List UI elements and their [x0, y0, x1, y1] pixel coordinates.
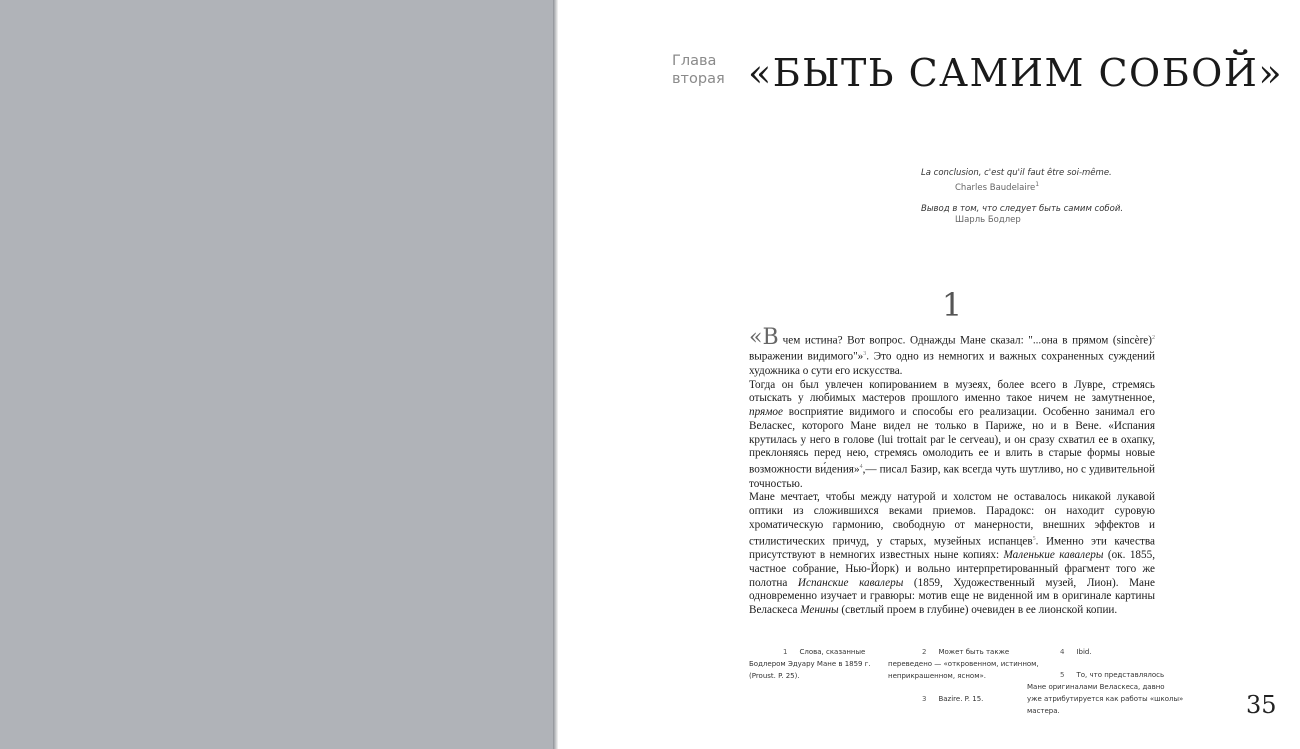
epigraph-french-author: Charles Baudelaire$^1$ — [955, 181, 1040, 193]
footnote-ref: 3 — [863, 351, 867, 358]
epigraph-french-quote: La conclusion, c'est qu'il faut être soi-même. — [921, 168, 1112, 178]
epigraph-russian — [921, 204, 1123, 226]
paragraph-1: «Вчем истина? Вот вопрос. Однажды Мане сказал: "...она в прямом (sincère)$^2$ выражении видимого"»$^3$. Это одно из немногих и важных сохраненных суждений художника о сути его искусства. — [749, 324, 1155, 377]
chapter-label-line2: вторая — [672, 71, 725, 87]
epigraph-russian-quote: Вывод в том, что следует быть самим собой. — [921, 204, 1124, 214]
drop-cap: «В — [749, 324, 779, 350]
chapter-title: «БЫТЬ САМИМ СОБОЙ» — [748, 51, 1284, 95]
footnote-3: 3 Bazire. P. 15. — [922, 695, 984, 703]
footnote-5: 5 То, что представлялось Мане оригиналами Веласкеса, давно уже атрибутируется как работы «школы» мастера. — [1027, 671, 1184, 715]
paragraph-2: Тогда он был увлечен копированием в музеях, более всего в Лувре, стремясь отыскать у любимых мастеров прошлого именно такое ничем не замутненное, прямое восприятие видимого и способы его реализации. Особенно занимал его Веласкес, которого Мане видел не только в Париже, но и в Вене. «Испания крутилась у него в голове (lui trottait par le cerveau), и он сразу схватил ее в охапку, преклоняясь перед нею, стремясь омолодить ее и влить в старые формы новые возможности ви́дения»$^4$,— писал Базир, как всегда чуть шутливо, но с удивительной точностью. — [749, 378, 1155, 490]
epigraph-french — [921, 168, 1112, 194]
page-number: 35 — [1246, 691, 1277, 719]
book-gutter — [553, 0, 558, 749]
section-number: 1 — [941, 286, 963, 324]
footnote-ref: 4 — [859, 464, 863, 471]
footnote-1: 1 Слова, сказанные Бодлером Эдуару Мане в 1859 г. (Proust. P. 25). — [749, 648, 871, 680]
chapter-label-line1: Глава — [672, 53, 717, 69]
paragraph-3: Мане мечтает, чтобы между натурой и холстом не оставалось никакой лукавой оптики из сложившихся веками приемов. Парадокс: он находит суровую хроматическую гармонию, свободную от манерности, внешних эффектов и стилистических причуд, у старых, музейных испанцев$^5$. Именно эти качества присутствуют в немногих известных ныне копиях: Маленькие кавалеры (ок. 1855, частное собрание, Нью-Йорк) и вольно интерпретированный фрагмент того же полотна Испанские кавалеры (1859, Художественный музей, Лион). Мане одновременно изучает и гравюры: мотив еще не виденной им в оригинале картины Веласкеса Менины (светлый проем в глубине) очевиден в ее лионской копии. — [749, 491, 1155, 617]
footnote-ref: 1 — [1035, 181, 1040, 188]
chapter-label — [672, 52, 725, 88]
left-blank-page — [0, 0, 553, 749]
footnote-2: 2 Может быть также переведено — «откровенном, истинном, неприкрашенном, ясном». — [888, 648, 1039, 680]
body-text — [749, 324, 1155, 618]
footnote-4: 4 Ibid. — [1060, 648, 1092, 656]
footnote-ref: 2 — [1152, 335, 1155, 341]
epigraph-russian-author: Шарль Бодлер — [955, 215, 1021, 225]
footnote-ref: 5 — [1032, 535, 1036, 542]
